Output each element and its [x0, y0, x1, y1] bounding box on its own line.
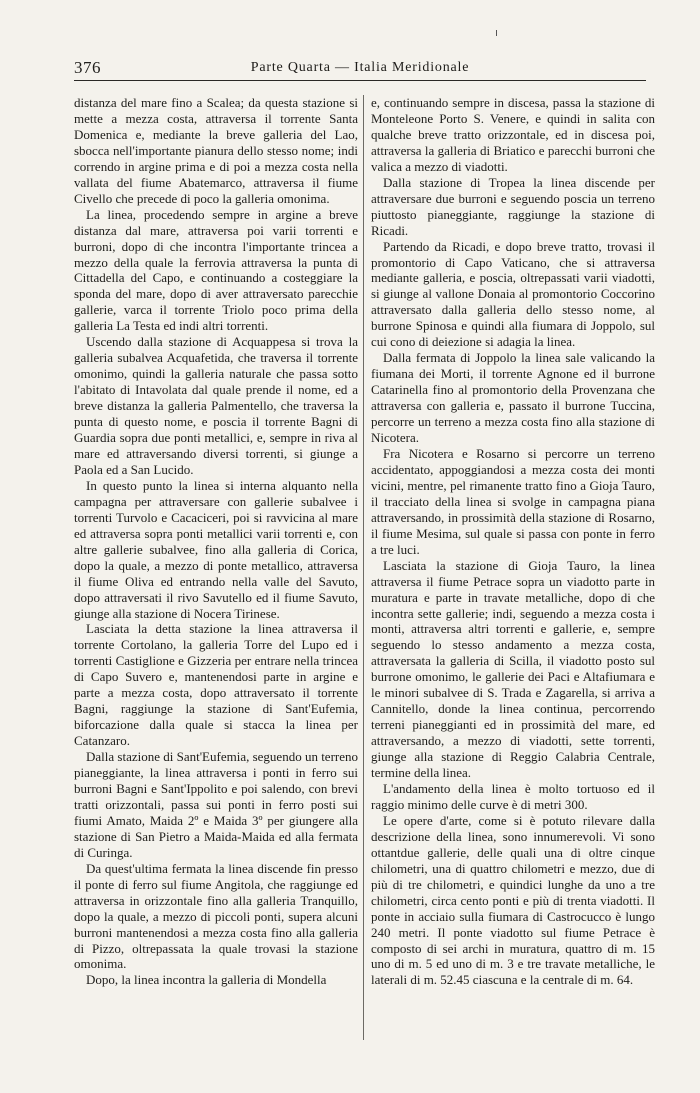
paragraph: Dalla fermata di Joppolo la linea sale valicando la fiumana dei Morti, il torrente Agnone ed il burrone Catarinella fino al promontorio della Provenzana che attraversa con galleria e, passato il burrone Tuccina, percorre un terreno a mezza costa fino alla stazione di Nicotera.	[371, 350, 655, 446]
paragraph: Partendo da Ricadi, e dopo breve tratto, trovasi il promontorio di Capo Vaticano, che si attraversa mediante galleria, e poscia, oltrepassati varii viadotti, si giunge al vallone Donaia al promontorio Coccorino attraversato dalla galleria dello stesso nome, al burrone Spinosa e quindi alla fiumara di Joppolo, sul cui cono di deiezione si adagia la linea.	[371, 238, 655, 350]
paragraph: L'andamento della linea è molto tortuoso ed il raggio minimo delle curve è di metri 300.	[371, 780, 655, 812]
column-divider	[363, 95, 364, 1040]
page-number: 376	[74, 58, 101, 77]
paragraph: Le opere d'arte, come si è potuto rilevare dalla descrizione della linea, sono innumerevoli. Vi sono ottantdue gallerie, delle quali una di oltre cinque chilometri, una di quattro chilometri e mezzo, due di più di tre chilometri, e quindici lunghe da uno a tre chilometri, circa cento ponti e più di trenta viadotti. Il ponte in acciaio sulla fiumara di Castrocucco è lungo 240 metri. Il ponte viadotto sul fiume Petrace è composto di sei archi in muratura, quattro di m. 15 uno di m. 5 ed uno di m. 3 e tre travate metalliche, le laterali di m. 52.45 ciascuna e la centrale di m. 64.	[371, 812, 655, 988]
paragraph: Dalla stazione di Sant'Eufemia, seguendo un terreno pianeggiante, la linea attraversa i ponti in ferro sui burroni Bagni e Sant'Ippolito e poi salendo, con brevi tratti orizzontali, passa sui ponti in ferro posti sui fiumi Amato, Maida 2º e Maida 3º per giungere alla stazione di San Pietro a Maida-Maida ed alla fermata di Curinga.	[74, 749, 359, 860]
paragraph: distanza del mare fino a Scalea; da questa stazione si mette a mezza costa, attraversa il torrente Santa Domenica e, mediante la breve galleria del Lao, sbocca nell'importante pianura dello stesso nome; indi correndo in argine prima e di poi a mezza costa nella vallata del fiume Abatemarco, attraversa il fiume Civello che precede di poco la galleria omonima.	[74, 95, 358, 206]
paragraph: Fra Nicotera e Rosarno si percorre un terreno accidentato, appoggiandosi a mezza costa dei monti vicini, mentre, pel rimanente tratto fino a Gioja Tauro, il tracciato della linea si svolge in campagna piana attraversando, in prossimità della stazione di Rosarno, il fiume Mesima, sul quale si passa con ponte in ferro a tre luci.	[371, 445, 655, 557]
paragraph: e, continuando sempre in discesa, passa la stazione di Monteleone Porto S. Venere, e quindi in salita con qualche breve tratto orizzontale, ed in discesa poi, attraversa la galleria di Briatico e parecchi burroni che valica a mezzo di viadotti.	[371, 95, 655, 174]
running-title: Parte Quarta — Italia Meridionale	[250, 60, 470, 75]
paragraph: Uscendo dalla stazione di Acquappesa si trova la galleria subalvea Acquafetida, che traversa il torrente omonimo, quindi la galleria naturale che passa sotto l'abitato di Intavolata dal quale prende il nome, ed a breve distanza la galleria Palmentello, che traversa la punta di questo nome, e poscia il torrente Bagni di Guardia sopra due ponti metallici, e, sempre in riva al mare ed attraversando diversi torrenti, si giunge a Paola ed a San Lucido.	[74, 334, 358, 477]
paragraph: Lasciata la stazione di Gioja Tauro, la linea attraversa il fiume Petrace sopra un viadotto parte in muratura e parte in travate metalliche, dopo di che incontra sette gallerie; indi, seguendo a mezza costa i monti, attraversa altri torrenti e gallerie, e, sempre seguendo lo stesso andamento a mezza costa, attraversata la galleria di Scilla, il viadotto posto sul burrone omonimo, le gallerie dei Paci e Altafiumara e le minori subalvee di S. Trada e Zagarella, si arriva a Cannitello, donde la linea continua, percorrendo terreni pianeggianti ed in prossimità del mare, ed attraversando, a mezzo di viadotti, sette torrenti, giunge alla stazione di Reggio Calabria Centrale, termine della linea.	[371, 557, 655, 781]
paragraph: Dopo, la linea incontra la galleria di Mondella	[86, 972, 327, 988]
left-column	[74, 95, 358, 988]
paragraph: Da quest'ultima fermata la linea discende fin presso il ponte di ferro sul fiume Angitola, che raggiunge ed attraversa in orizzontale fino alla galleria Tranquillo, dopo la quale, a mezzo di piccoli ponti, supera alcuni burroni mantenendosi a mezza costa fino alla galleria di Pizzo, oltrepassata la quale trovasi la stazione omonima.	[74, 860, 358, 972]
page-header	[74, 58, 646, 81]
paragraph: La linea, procedendo sempre in argine a breve distanza dal mare, attraversa poi varii torrenti e burroni, dopo di che incontra l'importante trincea a mezzo della quale la ferrovia attraversa la punta di Cittadella del Capo, e continuando a costeggiare la sponda del mare, dopo di aver attraversato parecchie gallerie, varca il torrente Triolo poco prima della galleria La Testa ed indi altri torrenti.	[74, 206, 358, 334]
paragraph: Dalla stazione di Tropea la linea discende per attraversare due burroni e seguendo poscia un terreno piuttosto pianeggiante, raggiunge la stazione di Ricadi.	[371, 174, 655, 238]
paragraph: In questo punto la linea si interna alquanto nella campagna per attraversare con gallerie subalvee i torrenti Turvolo e Cacaciceri, poi si ravvicina al mare ed attraversa sopra ponti metallici varii torrenti e, con altre gallerie subalvee, fino alla galleria di Corica, dopo la quale, a mezzo di ponte metallico, attraversa il fiume Oliva ed entrando nella valle del Savuto, dopo attraversati il rivo Savutello ed il fiume Savuto, giunge alla stazione di Nocera Tirinese.	[74, 477, 358, 621]
paragraph: Lasciata la detta stazione la linea attraversa il torrente Cortolano, la galleria Torre del Lupo ed i torrenti Castiglione e Gizzeria per entrare nella trincea di Capo Suvero e, mantenendosi parte in argine e parte a mezza costa, dopo attraversato il torrente Bagni, raggiunge la stazione di Sant'Eufemia, biforcazione dalla quale si stacca la linea per Catanzaro.	[74, 621, 358, 749]
page-speck	[496, 30, 497, 36]
right-column	[371, 95, 655, 988]
